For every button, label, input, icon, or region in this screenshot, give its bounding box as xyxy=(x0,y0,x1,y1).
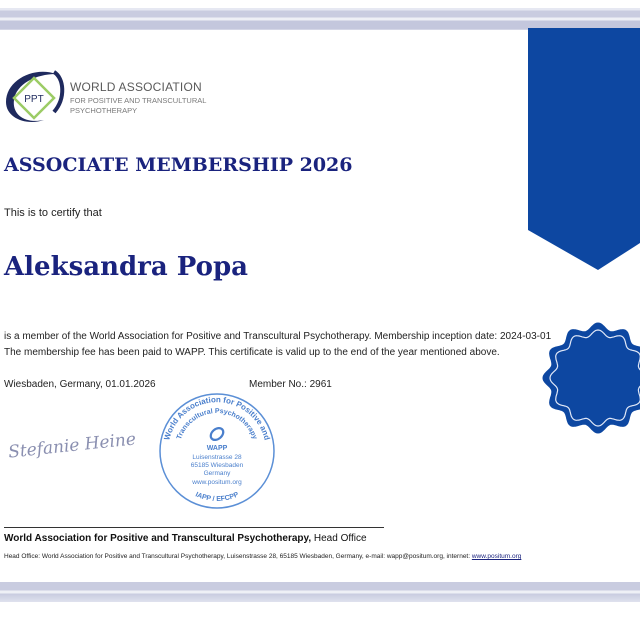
svg-text:65185 Wiesbaden: 65185 Wiesbaden xyxy=(190,462,244,469)
svg-text:www.positum.org: www.positum.org xyxy=(192,479,242,486)
member-name: Aleksandra Popa xyxy=(4,252,248,282)
svg-text:Transcultural Psychotherapy: Transcultural Psychotherapy xyxy=(175,407,259,441)
svg-text:Germany: Germany xyxy=(203,470,231,477)
footer-org-suffix: Head Office xyxy=(311,533,367,544)
logo-line3: PSYCHOTHERAPY xyxy=(70,106,138,115)
logo-line1: WORLD ASSOCIATION xyxy=(70,80,202,94)
footer-website-link[interactable]: www.positum.org xyxy=(471,553,522,560)
body-line-2: The membership fee has been paid to WAPP. This certificate is valid up to the end of the year mentioned above. xyxy=(4,347,500,358)
logo xyxy=(4,68,224,128)
top-band xyxy=(0,8,640,30)
svg-text:IAPP / EFCPP: IAPP / EFCPP xyxy=(194,491,240,504)
certify-text: This is to certify that xyxy=(4,207,102,219)
svg-text:WAPP: WAPP xyxy=(206,445,228,452)
svg-text:Luisenstrasse 28: Luisenstrasse 28 xyxy=(192,454,242,461)
certificate-title: ASSOCIATE MEMBERSHIP 2026 xyxy=(4,154,353,176)
place-date: Wiesbaden, Germany, 01.01.2026 xyxy=(4,379,156,390)
body-line-1: is a member of the World Association for Positive and Transcultural Psychotherapy. Membership inception date: 2024-03-01 xyxy=(4,331,552,342)
logo-mark-icon xyxy=(4,68,68,128)
ribbon xyxy=(528,28,640,273)
member-number: Member No.: 2961 xyxy=(249,379,332,390)
footer-address-text: Head Office: World Association for Positive and Transcultural Psychotherapy, Luisenstrasse 28, 65185 Wiesbaden, Germany, e-mail: wapp@positum.org, internet: xyxy=(4,553,472,560)
signature-line xyxy=(4,527,384,528)
stamp xyxy=(158,392,276,510)
seal xyxy=(540,318,640,438)
svg-text:World Association for Positive: World Association for Positive and xyxy=(162,395,272,442)
bottom-band xyxy=(0,582,640,602)
signature: Stefanie Heine xyxy=(7,429,137,463)
footer-address xyxy=(4,553,521,560)
svg-text:PPT: PPT xyxy=(24,94,44,105)
footer-org-name: World Association for Positive and Transcultural Psychotherapy, xyxy=(4,533,312,544)
footer-org xyxy=(4,533,367,544)
logo-line2: FOR POSITIVE AND TRANSCULTURAL xyxy=(70,96,207,105)
